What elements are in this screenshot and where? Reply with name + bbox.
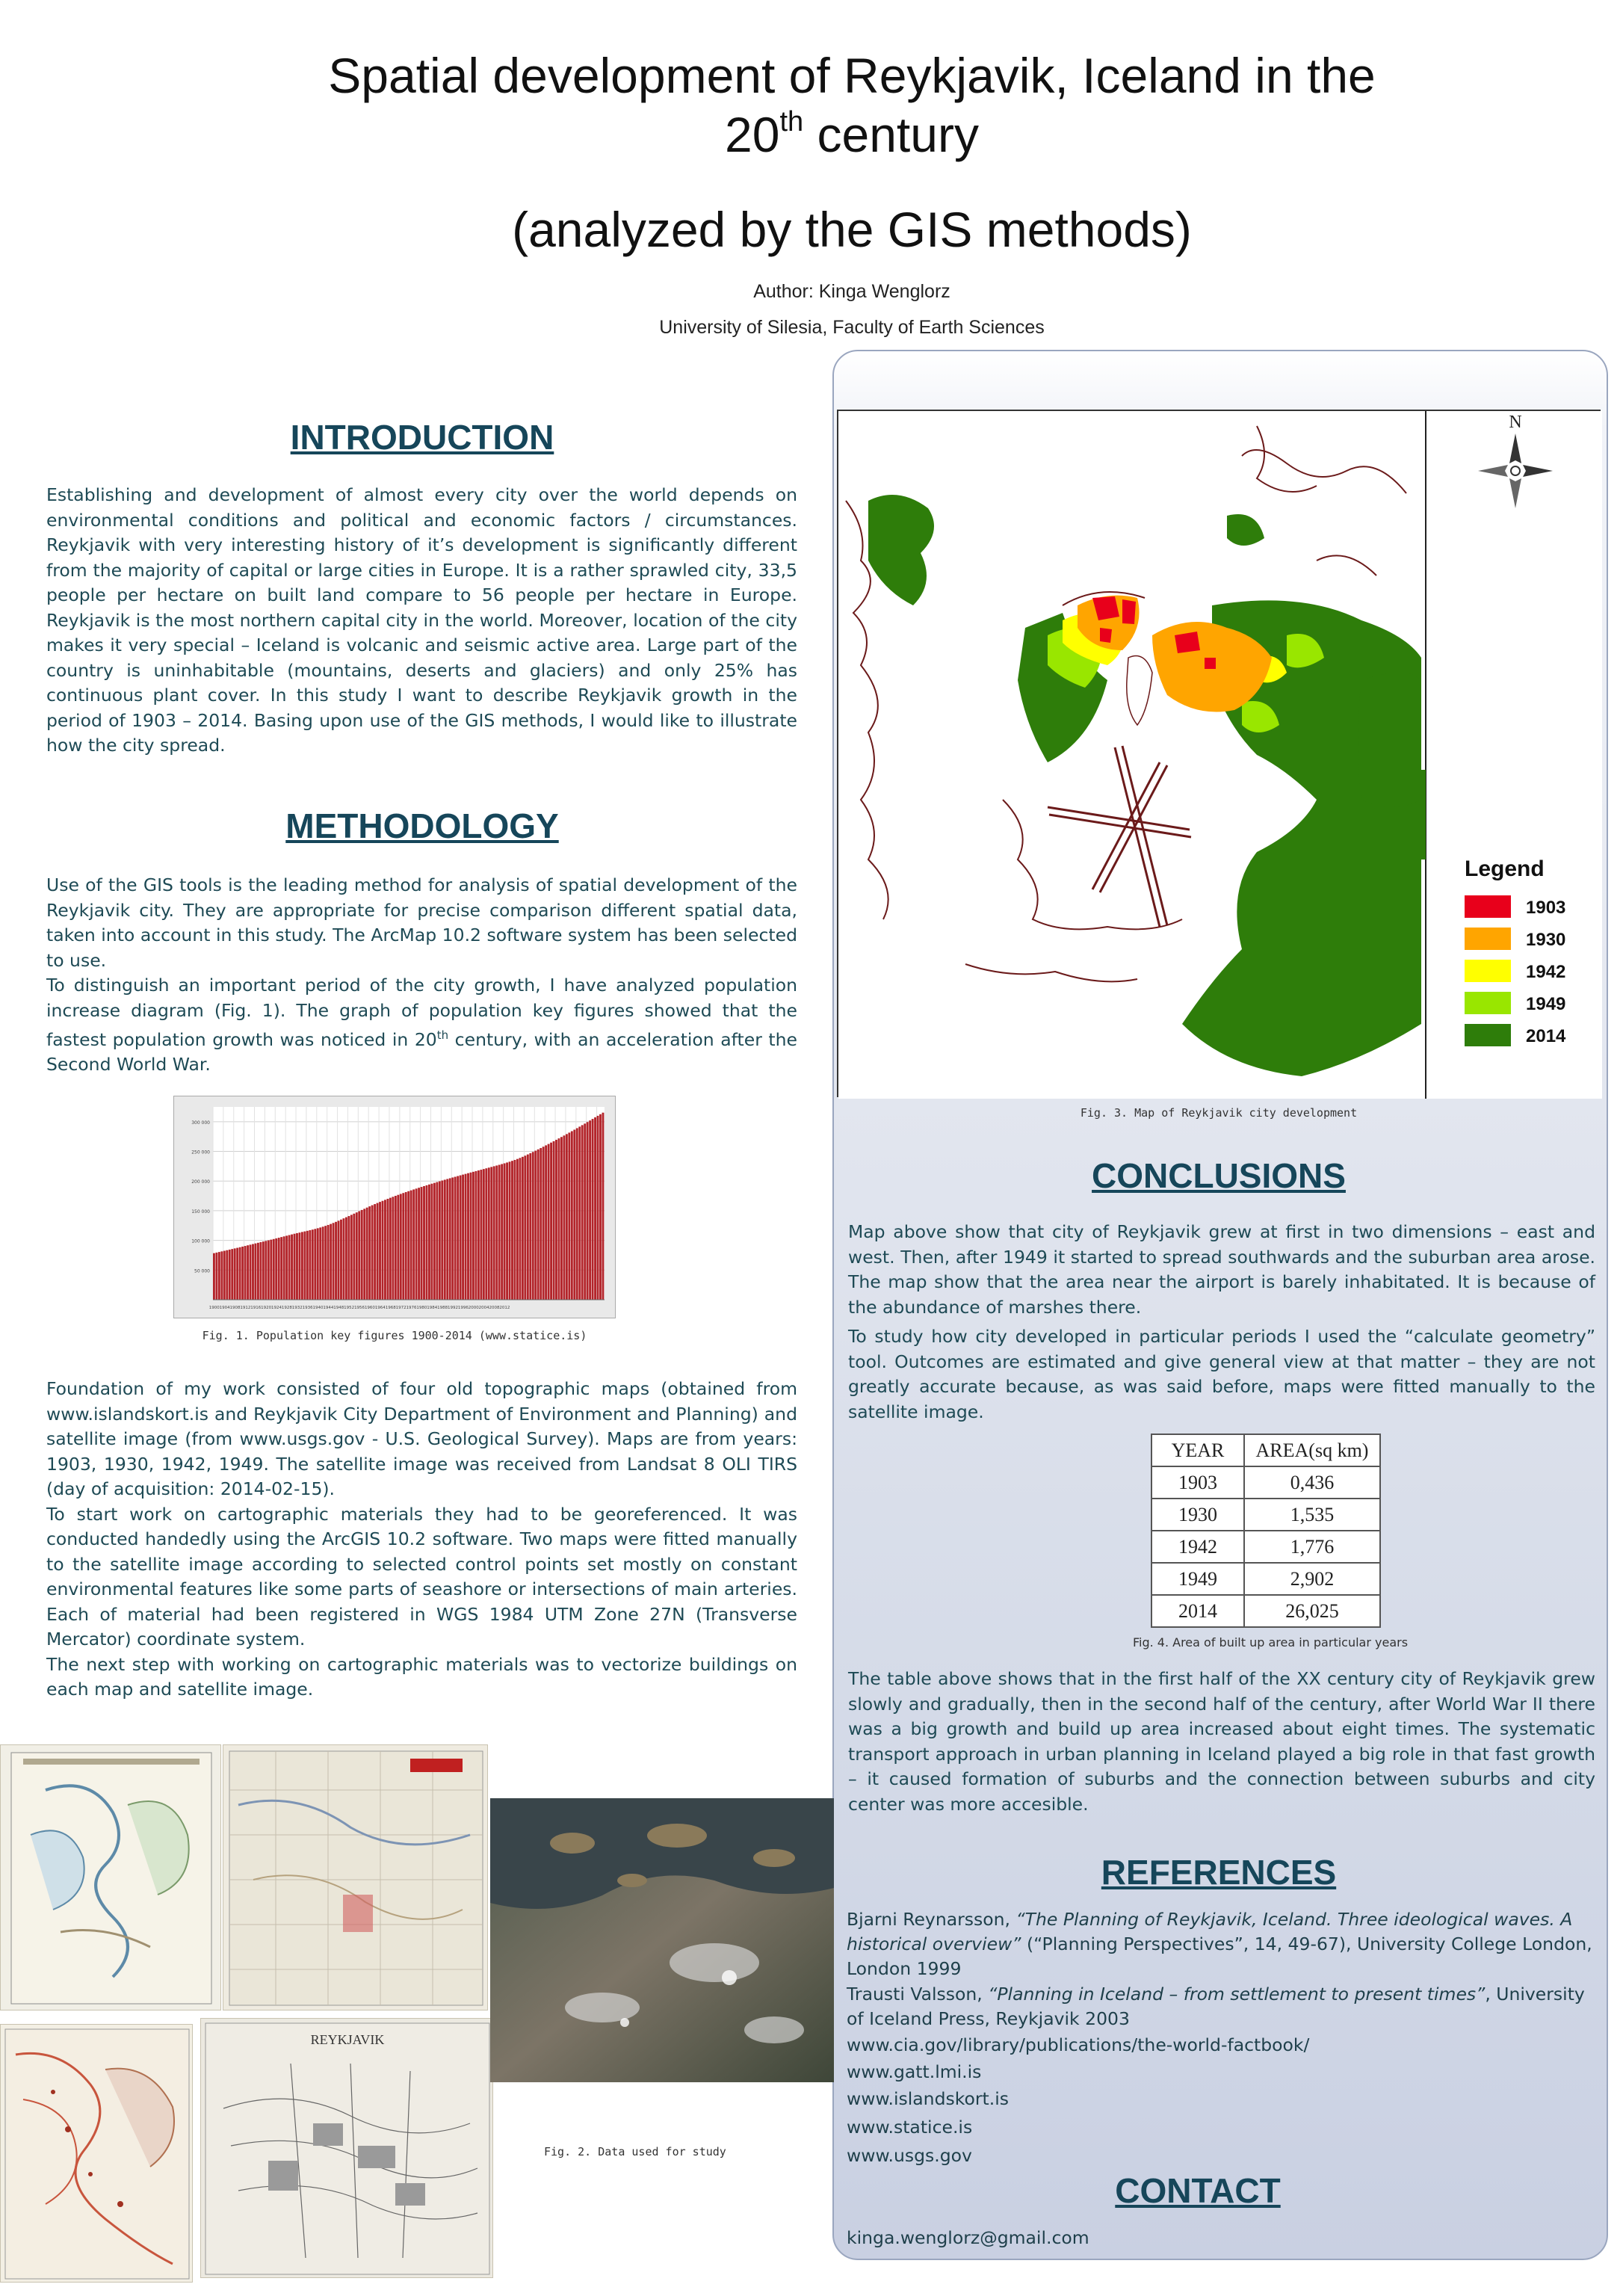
x-tick-label: 1960 [364,1306,375,1310]
table-cell-year: 1930 [1151,1499,1244,1531]
references-heading: REFERENCES [1101,1853,1337,1892]
bar-2030 [550,1143,552,1300]
bar-1995 [460,1176,462,1300]
bar-1950 [343,1218,345,1300]
reference-2-details: , University of Iceland Press, Reykjavik 2003 [847,1984,1585,2029]
bar-1981 [423,1186,425,1300]
x-tick-label: 1908 [229,1306,241,1310]
x-tick-label: 1916 [250,1306,262,1310]
bar-1988 [441,1180,443,1300]
bar-1976 [410,1191,412,1300]
x-tick-label: 1972 [395,1306,406,1310]
bar-2007 [490,1167,492,1300]
table-cell-area: 2,902 [1244,1563,1380,1595]
reykjavik-development-map [837,410,1601,1097]
bar-1911 [241,1247,244,1300]
bar-2039 [573,1129,575,1300]
bar-2044 [587,1122,589,1300]
fig1-caption: Fig. 1. Population key figures 1900-2014 (www.statice.is) [202,1329,587,1342]
legend-swatch-1930 [1465,928,1511,950]
bar-1993 [454,1176,457,1300]
x-tick-label: 1952 [344,1306,355,1310]
x-tick-label: 2000 [468,1306,479,1310]
bar-1947 [335,1222,337,1300]
bar-1930 [291,1235,293,1300]
bar-2006 [488,1167,490,1300]
bar-1906 [229,1250,231,1300]
x-tick-label: 1992 [447,1306,458,1310]
bar-2027 [542,1147,545,1300]
bar-1968 [389,1198,392,1300]
reference-link-3[interactable]: www.islandskort.is [847,2088,1009,2109]
old-map-1903-thumbnail [0,1744,221,2010]
bar-1942 [322,1226,324,1300]
bar-1961 [371,1206,374,1300]
bar-2043 [584,1123,586,1300]
x-tick-label: 1904 [219,1306,230,1310]
table-cell-area: 1,535 [1244,1499,1380,1531]
fig3-caption: Fig. 3. Map of Reykjavik city development [1080,1106,1358,1120]
bar-2005 [485,1168,487,1300]
x-tick-label: 1924 [271,1306,282,1310]
y-tick-label: 100 000 [191,1238,210,1244]
table-cell-year: 1903 [1151,1466,1244,1499]
bar-1992 [451,1177,454,1300]
bar-1922 [270,1240,272,1300]
bar-2019 [522,1157,524,1300]
title-line-3: (analyzed by the GIS methods) [512,202,1192,257]
bar-1978 [415,1188,418,1300]
bar-1940 [317,1228,319,1300]
x-tick-label: 2004 [478,1306,489,1310]
bar-1974 [405,1192,407,1300]
x-tick-label: 1968 [385,1306,396,1310]
bar-1985 [433,1183,436,1300]
reference-1-author: Bjarni Reynarsson, [847,1909,1016,1930]
bar-1965 [382,1201,384,1300]
bar-1913 [247,1245,249,1300]
introduction-heading: INTRODUCTION [290,418,554,457]
bar-1939 [314,1229,316,1300]
x-tick-label: 1920 [261,1306,272,1310]
bar-1921 [268,1240,270,1300]
y-tick-label: 150 000 [191,1209,210,1215]
bar-2042 [581,1125,584,1300]
reference-link-1[interactable]: www.cia.gov/library/publications/the-world-factbook/ [847,2034,1310,2055]
x-tick-label: 1948 [333,1306,344,1310]
bar-1901 [215,1253,217,1300]
map-legend-title: Legend [1465,857,1545,881]
methodology-p2-sup: th [436,1028,449,1042]
bar-1917 [257,1243,259,1300]
bar-2001 [474,1171,477,1300]
bar-1983 [428,1185,430,1300]
bar-1966 [384,1200,386,1300]
conclusions-heading: CONCLUSIONS [1092,1156,1346,1195]
y-tick-label: 250 000 [191,1149,210,1155]
title-line-1: Spatial development of Reykjavik, Iceland in the [328,48,1376,103]
built-up-area-table [1151,1434,1381,1628]
bar-1904 [223,1251,226,1300]
bar-2015 [511,1161,513,1300]
contact-heading: CONTACT [1115,2171,1281,2210]
bar-1936 [306,1231,309,1300]
bar-1979 [418,1188,420,1300]
y-tick-label: 200 000 [191,1179,210,1185]
bar-1925 [278,1238,280,1300]
table-cell-area: 26,025 [1244,1595,1380,1627]
bar-1962 [374,1204,376,1300]
bar-1915 [252,1244,254,1300]
bar-2013 [506,1162,508,1300]
bar-1975 [407,1191,409,1300]
bar-1929 [288,1235,291,1300]
bar-2017 [516,1159,519,1300]
table-header-row [1151,1434,1380,1466]
x-tick-label: 1940 [312,1306,324,1310]
bar-1952 [347,1216,350,1300]
x-tick-label: 1932 [291,1306,303,1310]
bar-1941 [319,1227,321,1300]
bar-1984 [430,1184,433,1300]
bar-1935 [303,1232,306,1300]
x-tick-label: 1928 [281,1306,292,1310]
bar-1977 [412,1189,415,1300]
bar-2031 [553,1141,555,1300]
bar-1932 [296,1233,298,1300]
methodology-paragraph-2 [46,973,797,1078]
title-superscript: th [779,106,804,138]
bar-1972 [400,1194,402,1300]
y-tick-label: 50 000 [194,1268,210,1274]
bar-1920 [265,1241,267,1300]
bar-2009 [495,1165,498,1300]
bar-2026 [540,1148,542,1300]
bar-2021 [527,1155,529,1300]
bar-2049 [599,1114,602,1300]
y-tick-label: 300 000 [191,1120,210,1126]
bar-1987 [439,1182,441,1300]
bar-2036 [566,1134,568,1300]
bar-2023 [532,1152,534,1300]
bar-1973 [402,1193,404,1300]
bar-1928 [285,1235,288,1300]
table-row [1151,1466,1380,1499]
bar-2012 [504,1163,506,1300]
bar-2048 [597,1116,599,1300]
bar-2034 [560,1137,563,1300]
development-map-svg [838,411,1602,1099]
bar-1945 [330,1224,332,1300]
table-row [1151,1595,1380,1627]
reference-link-2[interactable]: www.gatt.lmi.is [847,2061,982,2082]
reference-1-details: (“Planning Perspectives”, 14, 49-67), University College London, London 1999 [847,1934,1592,1979]
bar-2032 [555,1140,557,1300]
bar-1956 [358,1212,360,1300]
legend-label-1942: 1942 [1526,962,1566,982]
bar-2045 [589,1120,591,1300]
x-tick-label: 1956 [354,1306,365,1310]
legend-label-2014: 2014 [1526,1026,1566,1046]
bar-2018 [519,1158,521,1300]
legend-swatch-1949 [1465,992,1511,1014]
reference-2-title: “Planning in Iceland – from settlement to present times” [988,1984,1486,2005]
bar-2014 [509,1161,511,1300]
bar-2008 [493,1166,495,1300]
methodology-paragraph-4: To start work on cartographic materials they had to be georeferenced. It was conducted handedly using the ArcGIS 10.2 software. Two maps were fitted manually to the satellite image according to selected control points set mostly on constant environmental features like some parts of seashore or intersections of main arteries. Each of material had been registered in WGS 1984 UTM Zone 27N (Transverse Mercator) coordinate system. [46,1503,797,1650]
x-tick-label: 2008 [489,1306,500,1310]
bar-1994 [457,1176,459,1300]
bar-1938 [312,1229,314,1300]
bar-1951 [345,1218,347,1300]
bar-2000 [472,1172,474,1300]
bar-1999 [470,1173,472,1300]
bar-1918 [259,1242,262,1300]
reference-link-5[interactable]: www.usgs.gov [847,2145,972,2166]
fig2-caption: Fig. 2. Data used for study [544,2145,726,2158]
bar-1963 [377,1203,379,1300]
title-line-2-base: 20 [725,107,780,163]
bar-2046 [592,1119,594,1300]
bar-1902 [218,1252,220,1300]
satellite-image-2014-thumbnail [490,1798,834,2082]
bar-2002 [477,1170,480,1300]
bar-1969 [392,1197,394,1300]
bar-1926 [280,1237,282,1300]
bar-2025 [537,1149,540,1300]
x-tick-label: 1988 [437,1306,448,1310]
methodology-paragraph-5: The next step with working on cartographic materials was to vectorize buildings on each map and satellite image. [46,1653,797,1700]
bar-2029 [548,1144,550,1300]
methodology-heading: METHODOLOGY [285,806,559,845]
bar-1959 [366,1208,368,1300]
author: Author: Kinga Wenglorz [753,281,950,302]
bar-1949 [340,1220,342,1300]
bar-1957 [361,1210,363,1300]
bar-1909 [236,1248,238,1300]
bar-1990 [446,1179,448,1300]
methodology-p2-part-a: To distinguish an important period of the city growth, I have analyzed population increase diagram (Fig. 1). The graph of population key figures showed that the fastest population growth was noticed in 20 [46,975,797,1050]
bar-2004 [483,1169,485,1300]
bar-1907 [231,1249,233,1300]
table-row [1151,1563,1380,1595]
bar-1953 [350,1215,353,1300]
bar-1970 [395,1196,397,1300]
bar-1948 [338,1220,340,1300]
bar-1996 [462,1175,464,1300]
methodology-paragraph-3: Foundation of my work consisted of four old topographic maps (obtained from www.islandskort.is and Reykjavik City Department of Environment and Planning) and satellite image (from www.usgs.gov - U.S. Geological Survey). Maps are from years: 1903, 1930, 1942, 1949. The satellite image was received from Landsat 8 OLI TIRS (day of acquisition: 2014-02-15). [46,1378,797,1499]
old-map-1942-thumbnail [0,2024,193,2283]
table-header-year: YEAR [1151,1434,1244,1466]
conclusions-paragraph-1: Map above show that city of Reykjavik grew at first in two dimensions – east and west. Then, after 1949 it started to spread southwards and the suburban area arose. The map show that the area near the airport is barely inhabitated. It is because of the abundance of marshes there. [848,1221,1595,1318]
bar-2024 [534,1151,537,1300]
bar-1971 [397,1195,399,1300]
bar-1924 [275,1238,277,1300]
table-cell-year: 1942 [1151,1531,1244,1563]
reference-2-author: Trausti Valsson, [847,1984,989,2005]
x-tick-label: 1976 [406,1306,417,1310]
bar-1931 [294,1234,296,1300]
legend-label-1949: 1949 [1526,994,1566,1014]
bar-1903 [220,1251,223,1300]
x-tick-label: 1900 [208,1306,220,1310]
conclusions-paragraph-3: The table above shows that in the first half of the XX century city of Reykjavik grew slowly and gradually, then in the second half of the century, after World War II there was a big growth and build up area increased about eight times. The systematic transport approach in urban planning in Iceland played a big role in that fast growth – it caused formation of suburbs and the connection between suburbs and city center was more accesible. [848,1668,1595,1815]
bar-1933 [299,1232,301,1300]
bar-1997 [465,1174,467,1300]
poster-title [254,46,1450,164]
bar-1960 [368,1206,371,1300]
bar-1955 [356,1212,358,1300]
table-cell-year: 1949 [1151,1563,1244,1595]
x-tick-label: 1912 [240,1306,251,1310]
bar-2022 [529,1153,531,1300]
reference-1-title: “The Planning of Reykjavik, Iceland. Three ideological waves. A historical overview” [847,1909,1573,1954]
bar-1908 [234,1248,236,1300]
bar-1989 [444,1179,446,1300]
bar-1991 [449,1178,451,1300]
table-row [1151,1531,1380,1563]
title-line-2-rest: century [803,107,979,163]
x-tick-label: 1980 [416,1306,427,1310]
population-chart-svg [174,1096,616,1319]
bar-2033 [558,1138,560,1300]
bar-1905 [226,1250,228,1300]
bar-2050 [602,1113,605,1300]
bar-1982 [426,1185,428,1300]
x-tick-label: 1936 [302,1306,313,1310]
bar-2035 [563,1135,565,1300]
bar-1916 [255,1244,257,1300]
table-cell-area: 1,776 [1244,1531,1380,1563]
reference-link-4[interactable]: www.statice.is [847,2117,973,2138]
bar-1912 [244,1246,247,1300]
methodology-paragraph-1: Use of the GIS tools is the leading method for analysis of spatial development of the Reykjavik city. They are appropriate for precise comparison different spatial data, taken into account in this study. The ArcMap 10.2 software system has been selected to use. [46,874,797,971]
old-map-1930-thumbnail [223,1744,488,2010]
bar-1934 [301,1232,303,1300]
legend-swatch-1942 [1465,960,1511,982]
legend-label-1930: 1930 [1526,930,1566,950]
bar-1964 [379,1202,381,1300]
x-tick-label: 1984 [427,1306,438,1310]
table-header-area: AREA(sq km) [1244,1434,1380,1466]
legend-swatch-1903 [1465,895,1511,918]
table-cell-area: 0,436 [1244,1466,1380,1499]
bar-2016 [514,1160,516,1300]
table-cell-year: 2014 [1151,1595,1244,1627]
bar-1914 [250,1244,252,1300]
bar-1937 [309,1230,311,1300]
conclusions-paragraph-2: To study how city developed in particular periods I used the “calculate geometry” tool. Outcomes are estimated and give general view at that matter – they are not greatly accurate because, as was said before, maps were fitted manually to the satellite image. [848,1326,1595,1422]
legend-label-1903: 1903 [1526,898,1566,918]
bar-2040 [576,1128,578,1300]
title-line-2 [254,105,1450,164]
affiliation: University of Silesia, Faculty of Earth Sciences [659,317,1045,338]
north-label: N [1509,413,1522,432]
bar-1900 [213,1253,215,1300]
bar-1943 [324,1226,327,1300]
bar-1980 [421,1187,423,1300]
bar-2020 [524,1155,526,1300]
legend-swatch-2014 [1465,1024,1511,1046]
bar-2010 [498,1164,501,1300]
bar-2037 [568,1132,570,1300]
bar-2038 [571,1131,573,1300]
thumbnail-label: REYKJAVIK [310,2032,385,2047]
old-map-1949-thumbnail [200,2018,493,2278]
introduction-text: Establishing and development of almost every city over the world depends on environmental conditions and political and economic factors / circumstances. Reykjavik with very interesting history of it’s development is significantly different from the majority of capital or large cities in Europe. It is a rather sprawled city, 33,5 people per hectare on built land compare to 56 people per hectare in Europe. Reykjavik is the most northern capital city in the world. Moreover, location of the city makes it very special – Iceland is volcanic and seismic active area. Large part of the country is uninhabitable (mountains, deserts and glaciers) and only 25% has continuous plant cover. In this study I want to describe Reykjavik growth in the period of 1903 – 2014. Basing upon use of the GIS methods, I would like to illustrate how the city spread. [46,484,797,756]
bar-2011 [501,1164,503,1300]
bar-1927 [283,1236,285,1300]
reference-1 [847,1907,1594,1981]
bar-1958 [363,1209,365,1300]
x-tick-label: 1944 [323,1306,334,1310]
x-tick-label: 1964 [374,1306,386,1310]
bar-2003 [480,1170,482,1300]
methodology-p2-part-b: century, with an acceleration after the Second World War. [46,1028,797,1076]
bar-2028 [545,1145,547,1300]
bar-1967 [387,1199,389,1300]
x-tick-label: 2012 [499,1306,510,1310]
bar-1946 [333,1223,335,1300]
bar-2047 [594,1117,596,1300]
population-chart [173,1096,616,1318]
bar-1944 [327,1225,330,1300]
table-row [1151,1499,1380,1531]
x-tick-label: 1996 [457,1306,469,1310]
fig4-caption: Fig. 4. Area of built up area in particular years [1132,1635,1409,1650]
contact-email[interactable]: kinga.wenglorz@gmail.com [847,2227,1089,2248]
bar-1954 [353,1214,355,1300]
bar-1998 [467,1173,469,1300]
bar-1923 [273,1239,275,1300]
bar-1919 [262,1241,265,1300]
bar-2041 [578,1126,581,1300]
bar-1910 [239,1247,241,1300]
reference-2 [847,1982,1594,2031]
bar-1986 [436,1182,438,1300]
